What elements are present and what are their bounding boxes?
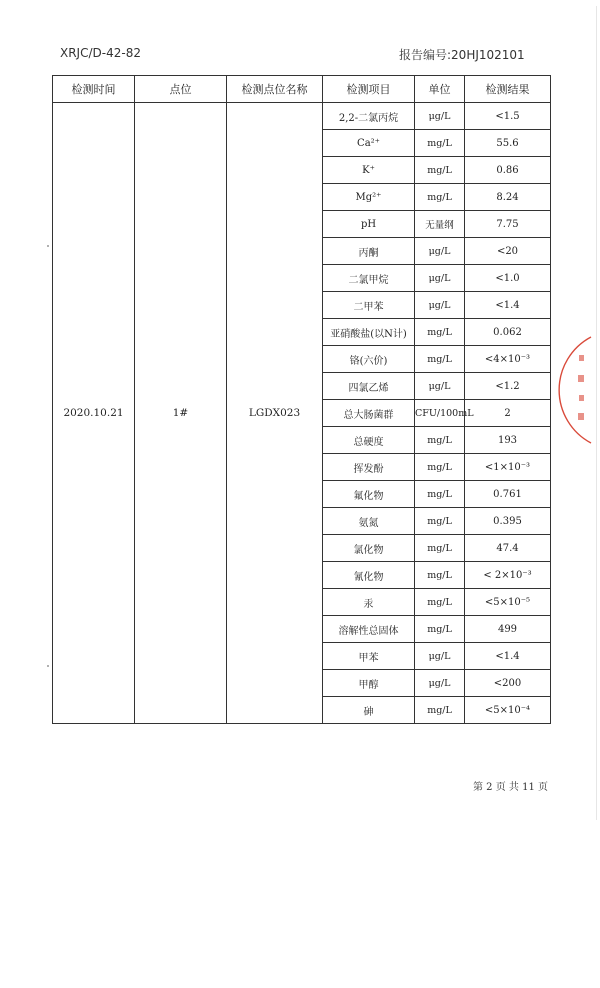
result-cell: 0.062	[465, 319, 551, 346]
test-item-cell: Ca²⁺	[323, 130, 415, 157]
seal-stamp-icon	[569, 335, 593, 445]
report-number-label: 报告编号:	[399, 48, 452, 62]
test-item-cell: 总硬度	[323, 427, 415, 454]
unit-cell: mg/L	[415, 481, 465, 508]
unit-cell: μg/L	[415, 238, 465, 265]
point-name-cell: LGDX023	[227, 103, 323, 724]
document-code: XRJC/D-42-82	[60, 46, 141, 60]
test-item-cell: 二氯甲烷	[323, 265, 415, 292]
test-item-cell: 铬(六价)	[323, 346, 415, 373]
unit-cell: mg/L	[415, 157, 465, 184]
unit-cell: CFU/100mL	[415, 400, 465, 427]
result-cell: 2	[465, 400, 551, 427]
result-cell: 7.75	[465, 211, 551, 238]
test-item-cell: 氨氮	[323, 508, 415, 535]
test-item-cell: 氯化物	[323, 535, 415, 562]
test-item-cell: Mg²⁺	[323, 184, 415, 211]
test-item-cell: 二甲苯	[323, 292, 415, 319]
test-item-cell: K⁺	[323, 157, 415, 184]
result-cell: 499	[465, 616, 551, 643]
unit-cell: mg/L	[415, 454, 465, 481]
test-item-cell: 挥发酚	[323, 454, 415, 481]
unit-cell: mg/L	[415, 535, 465, 562]
unit-cell: mg/L	[415, 589, 465, 616]
unit-cell: mg/L	[415, 346, 465, 373]
result-cell: 0.761	[465, 481, 551, 508]
result-cell: <1.4	[465, 643, 551, 670]
result-cell: <1.2	[465, 373, 551, 400]
report-number-value: 20HJ102101	[451, 48, 525, 62]
header-test-time: 检测时间	[53, 76, 135, 103]
unit-cell: mg/L	[415, 616, 465, 643]
test-item-cell: 砷	[323, 697, 415, 724]
result-cell: < 2×10⁻³	[465, 562, 551, 589]
result-cell: <4×10⁻³	[465, 346, 551, 373]
test-item-cell: 氟化物	[323, 481, 415, 508]
result-cell: <5×10⁻⁴	[465, 697, 551, 724]
unit-cell: mg/L	[415, 319, 465, 346]
test-item-cell: 四氯乙烯	[323, 373, 415, 400]
result-cell: 193	[465, 427, 551, 454]
scan-speck	[47, 245, 49, 247]
blank-area	[0, 822, 600, 988]
header-unit: 单位	[415, 76, 465, 103]
report-number	[399, 46, 525, 63]
test-item-cell: 2,2-二氯丙烷	[323, 103, 415, 130]
test-item-cell: 溶解性总固体	[323, 616, 415, 643]
result-cell: 0.395	[465, 508, 551, 535]
unit-cell: mg/L	[415, 562, 465, 589]
result-cell: <1.4	[465, 292, 551, 319]
test-item-cell: 汞	[323, 589, 415, 616]
result-cell: <1.0	[465, 265, 551, 292]
result-cell: 8.24	[465, 184, 551, 211]
test-item-cell: 总大肠菌群	[323, 400, 415, 427]
header-point: 点位	[135, 76, 227, 103]
header-test-item: 检测项目	[323, 76, 415, 103]
result-cell: <20	[465, 238, 551, 265]
unit-cell: mg/L	[415, 508, 465, 535]
table-row	[53, 103, 551, 130]
test-item-cell: 甲苯	[323, 643, 415, 670]
test-results-table	[52, 75, 551, 724]
test-item-cell: 甲醇	[323, 670, 415, 697]
result-cell: <200	[465, 670, 551, 697]
point-cell: 1#	[135, 103, 227, 724]
result-cell: <1×10⁻³	[465, 454, 551, 481]
test-item-cell: pH	[323, 211, 415, 238]
unit-cell: mg/L	[415, 697, 465, 724]
header-result: 检测结果	[465, 76, 551, 103]
scan-speck	[47, 665, 49, 667]
test-item-cell: 丙酮	[323, 238, 415, 265]
unit-cell: mg/L	[415, 427, 465, 454]
unit-cell: mg/L	[415, 184, 465, 211]
unit-cell: μg/L	[415, 643, 465, 670]
test-item-cell: 氰化物	[323, 562, 415, 589]
result-cell: 55.6	[465, 130, 551, 157]
header-point-name: 检测点位名称	[227, 76, 323, 103]
result-cell: <5×10⁻⁵	[465, 589, 551, 616]
test-item-cell: 亚硝酸盐(以N计)	[323, 319, 415, 346]
unit-cell: μg/L	[415, 103, 465, 130]
result-cell: <1.5	[465, 103, 551, 130]
unit-cell: mg/L	[415, 130, 465, 157]
result-cell: 0.86	[465, 157, 551, 184]
unit-cell: μg/L	[415, 292, 465, 319]
unit-cell: μg/L	[415, 265, 465, 292]
table-header-row	[53, 76, 551, 103]
page-number: 第 2 页 共 11 页	[473, 782, 548, 793]
unit-cell: μg/L	[415, 670, 465, 697]
unit-cell: 无量纲	[415, 211, 465, 238]
date-cell: 2020.10.21	[53, 103, 135, 724]
result-cell: 47.4	[465, 535, 551, 562]
unit-cell: μg/L	[415, 373, 465, 400]
